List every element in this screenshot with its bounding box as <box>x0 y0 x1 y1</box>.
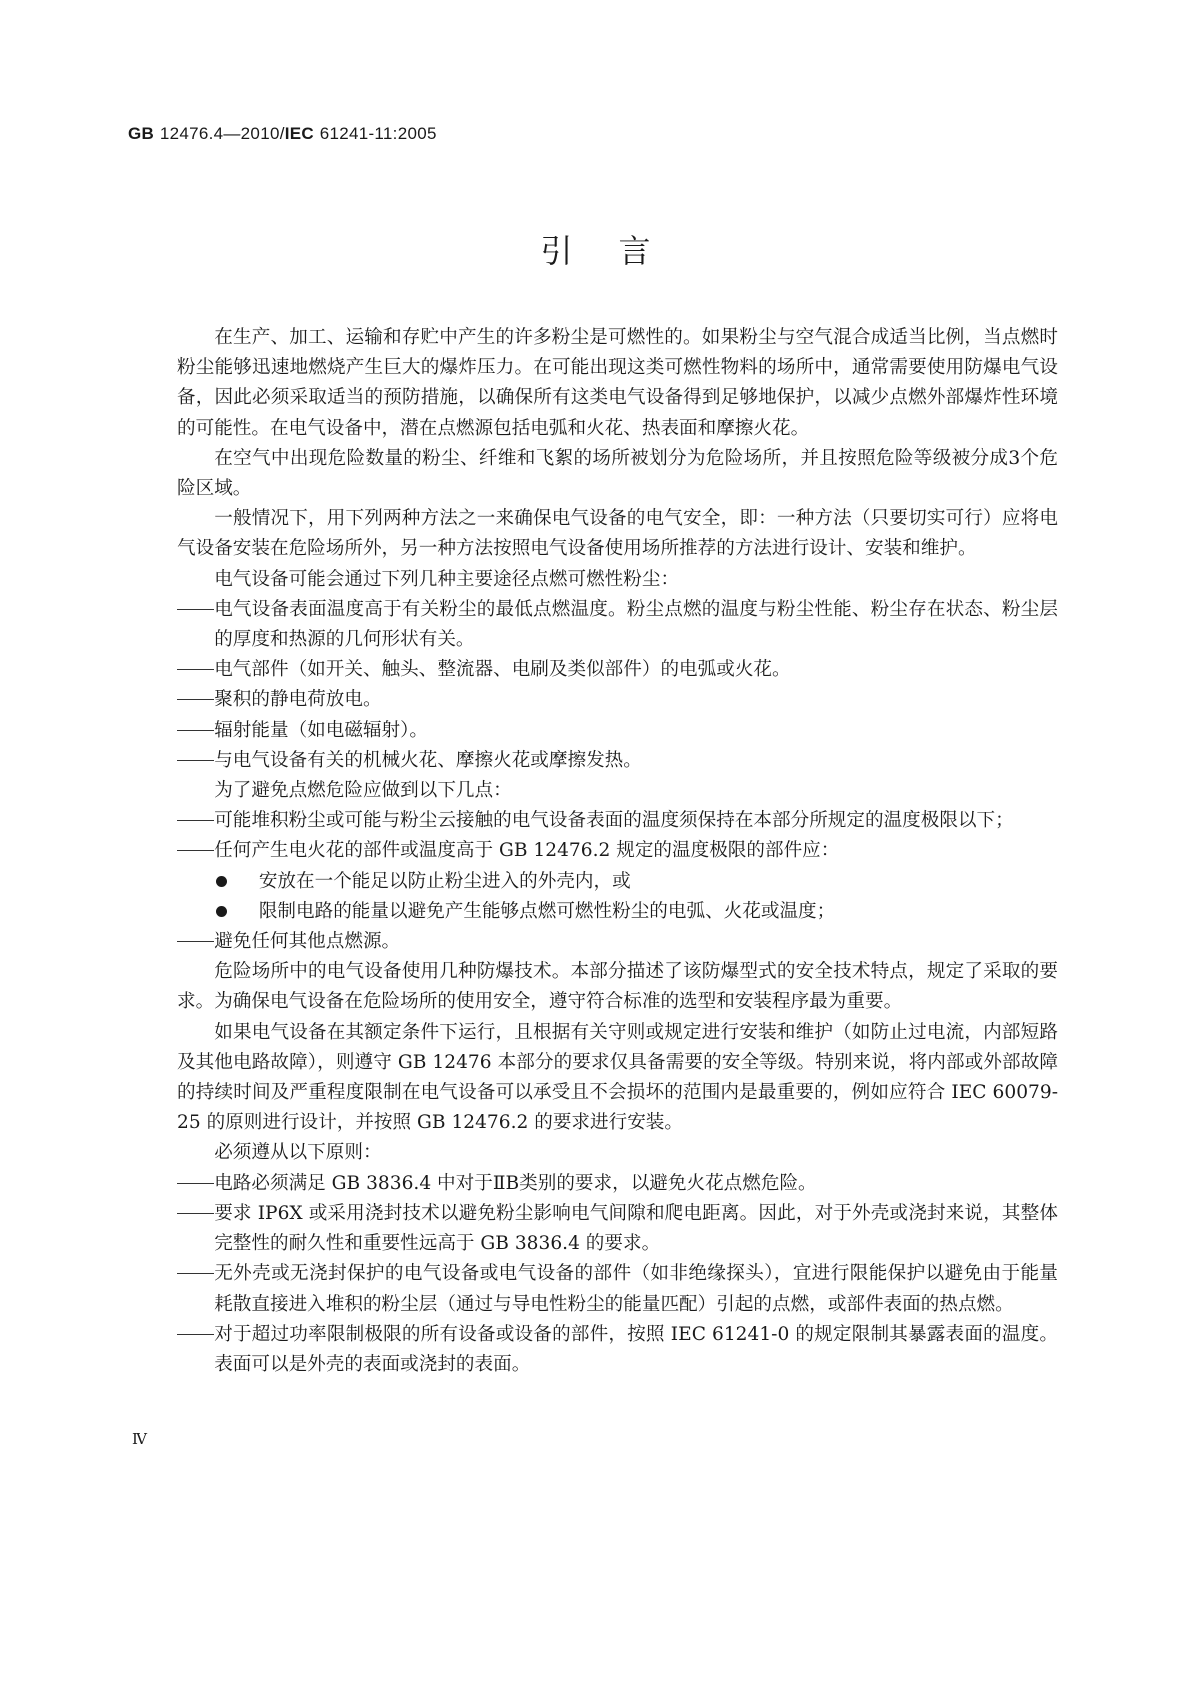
header-iec-number: 61241-11:2005 <box>319 124 437 143</box>
dash-item-7 <box>177 836 1058 866</box>
dash-item-8 <box>177 927 1058 957</box>
bullet-item-2 <box>177 897 1058 927</box>
bullet-item-1 <box>177 867 1058 897</box>
dash-item-text: 避免任何其他点燃源。 <box>214 931 401 953</box>
page-number: Ⅳ <box>132 1430 147 1448</box>
paragraph-6: 危险场所中的电气设备使用几种防爆技术。本部分描述了该防爆型式的安全技术特点，规定了采取的要求。为确保电气设备在危险场所的使用安全，遵守符合标准的选型和安装程序最为重要。 <box>177 961 1058 1013</box>
dash-item-11 <box>177 1259 1058 1319</box>
dash-item-text: 对于超过功率限制极限的所有设备或设备的部件，按照 IEC 61241-0 的规定限制其暴露表面的温度。表面可以是外壳的表面或浇封的表面。 <box>214 1323 1058 1375</box>
page-title: 引言 <box>540 232 697 270</box>
dash-item-text: 电路必须满足 GB 3836.4 中对于ⅡB类别的要求，以避免火花点燃危险。 <box>214 1172 817 1194</box>
dash-item-3 <box>177 685 1058 715</box>
dash-item-text: 任何产生电火花的部件或温度高于 GB 12476.2 规定的温度极限的部件应： <box>214 840 840 862</box>
header-iec-prefix: IEC <box>284 124 314 143</box>
document-body <box>177 323 1058 1380</box>
dash-item-5 <box>177 746 1058 776</box>
paragraph-7: 如果电气设备在其额定条件下运行，且根据有关守则或规定进行安装和维护（如防止过电流，内部短路及其他电路故障），则遵守 GB 12476 本部分的要求仅具备需要的安全等级。特别来说，将内部或外部故障的持续时间及严重程度限制在电气设备可以承受且不会损坏的范围内是最重要的，例如应符合 IEC 60079-25 的原则进行设计，并按照 GB 12476.2 的要求进行安装。 <box>177 1021 1058 1134</box>
dash-item-text: 可能堆积粉尘或可能与粉尘云接触的电气设备表面的温度须保持在本部分所规定的温度极限以下； <box>214 810 1014 832</box>
dash-item-text: 聚积的静电荷放电。 <box>214 689 382 711</box>
bullet-item-text: 安放在一个能足以防止粉尘进入的外壳内，或 <box>258 870 631 892</box>
dash-item-text: 无外壳或无浇封保护的电气设备或电气设备的部件（如非绝缘探头），宜进行限能保护以避免由于能量耗散直接进入堆积的粉尘层（通过与导电性粉尘的能量匹配）引起的点燃，或部件表面的热点燃。 <box>214 1263 1058 1315</box>
paragraph-8: 必须遵从以下原则： <box>214 1142 382 1164</box>
header-standard-number: 12476.4—2010/ <box>159 124 285 143</box>
dash-item-6 <box>177 806 1058 836</box>
document-header <box>128 124 437 144</box>
dash-item-4 <box>177 716 1058 746</box>
dash-item-1 <box>177 595 1058 655</box>
dash-item-text: 要求 IP6X 或采用浇封技术以避免粉尘影响电气间隙和爬电距离。因此，对于外壳或浇封来说，其整体完整性的耐久性和重要性远高于 GB 3836.4 的要求。 <box>214 1202 1058 1255</box>
dash-item-text: 辐射能量（如电磁辐射）。 <box>214 719 429 741</box>
bullet-item-text: 限制电路的能量以避免产生能够点燃可燃性粉尘的电弧、火花或温度； <box>258 900 836 922</box>
bullet-dot-icon <box>216 876 227 887</box>
paragraph-3: 一般情况下，用下列两种方法之一来确保电气设备的电气安全，即：一种方法（只要切实可行）应将电气设备安装在危险场所外，另一种方法按照电气设备使用场所推荐的方法进行设计、安装和维护。 <box>177 508 1058 560</box>
header-gb-prefix: GB <box>128 124 155 143</box>
dash-item-text: 与电气设备有关的机械火花、摩擦火花或摩擦发热。 <box>214 749 642 771</box>
dash-item-12 <box>177 1320 1058 1380</box>
paragraph-2: 在空气中出现危险数量的粉尘、纤维和飞絮的场所被划分为危险场所，并且按照危险等级被分成3个危险区域。 <box>177 447 1058 500</box>
dash-item-text: 电气部件（如开关、触头、整流器、电刷及类似部件）的电弧或火花。 <box>214 659 791 681</box>
dash-item-10 <box>177 1199 1058 1259</box>
paragraph-1: 在生产、加工、运输和存贮中产生的许多粉尘是可燃性的。如果粉尘与空气混合成适当比例，当点燃时粉尘能够迅速地燃烧产生巨大的爆炸压力。在可能出现这类可燃性物料的场所中，通常需要使用防爆电气设备，因此必须采取适当的预防措施，以确保所有这类电气设备得到足够地保护，以减少点燃外部爆炸性环境的可能性。在电气设备中，潜在点燃源包括电弧和火花、热表面和摩擦火花。 <box>177 327 1058 439</box>
dash-item-text: 电气设备表面温度高于有关粉尘的最低点燃温度。粉尘点燃的温度与粉尘性能、粉尘存在状态、粉尘层的厚度和热源的几何形状有关。 <box>214 598 1058 651</box>
dash-item-2 <box>177 655 1058 685</box>
bullet-dot-icon <box>216 906 227 917</box>
paragraph-4: 电气设备可能会通过下列几种主要途径点燃可燃性粉尘： <box>214 568 680 590</box>
paragraph-5: 为了避免点燃危险应做到以下几点： <box>214 780 512 802</box>
dash-item-9 <box>177 1169 1058 1199</box>
